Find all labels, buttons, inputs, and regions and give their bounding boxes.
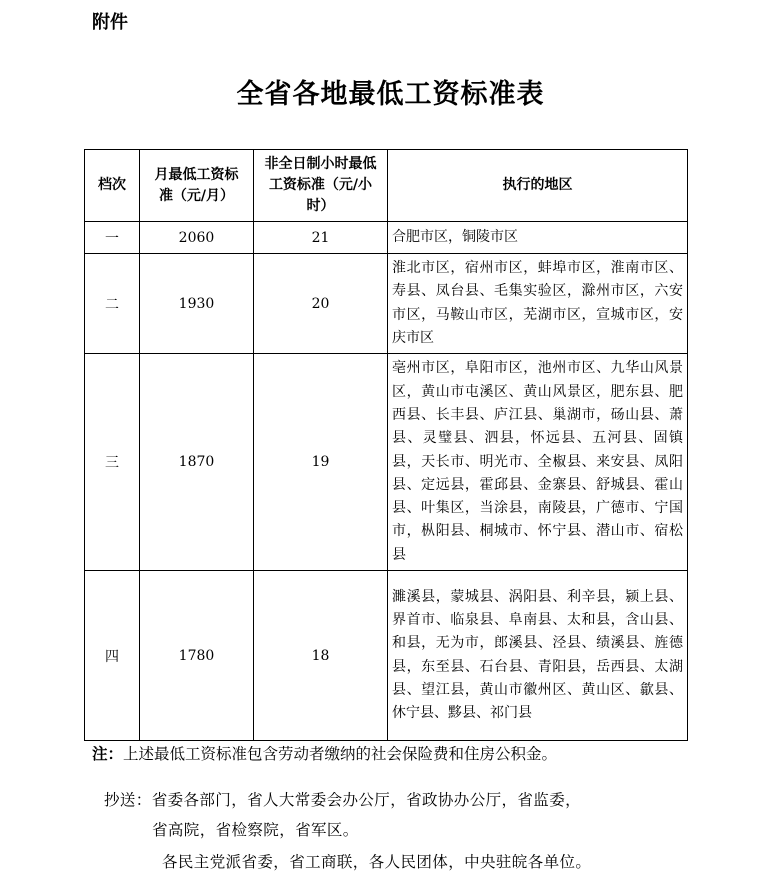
- header-hourly: 非全日制小时最低工资标准（元/小时）: [254, 150, 388, 222]
- row-hourly-wage: 20: [254, 254, 388, 354]
- row-hourly-wage: 21: [254, 222, 388, 254]
- row-hourly-wage: 19: [254, 354, 388, 571]
- attachment-label: 附件: [92, 12, 128, 33]
- footnote-label: 注：: [92, 745, 124, 763]
- row-monthly-wage: 1930: [140, 254, 254, 354]
- row-area: 合肥市区，铜陵市区: [388, 222, 688, 254]
- row-area: 亳州市区，阜阳市区，池州市区、九华山风景区，黄山市屯溪区、黄山风景区，肥东县、肥西县、长丰县、庐江县、巢湖市，砀山县、萧县、灵璧县、泗县，怀远县、五河县、固镇县，天长市、明光市、全椒县、来安县、凤阳县、定远县，霍邱县、金寨县、舒城县、霍山县、叶集区，当涂县，南陵县，广德市、宁国市，枞阳县、桐城市、怀宁县、潜山市、宿松县: [388, 354, 688, 571]
- cc-line-1: 抄送：省委各部门，省人大常委会办公厅，省政协办公厅，省监委，: [104, 791, 582, 809]
- table-row: [85, 222, 688, 254]
- row-hourly-wage: 18: [254, 571, 388, 741]
- footnote: [92, 742, 557, 764]
- row-monthly-wage: 1780: [140, 571, 254, 741]
- header-area: 执行的地区: [388, 150, 688, 222]
- table-header-row: [85, 150, 688, 222]
- row-level: 二: [85, 254, 140, 354]
- table-row: [85, 354, 688, 571]
- table-row: [85, 254, 688, 354]
- row-level: 一: [85, 222, 140, 254]
- row-monthly-wage: 2060: [140, 222, 254, 254]
- row-monthly-wage: 1870: [140, 354, 254, 571]
- row-area: 淮北市区，宿州市区，蚌埠市区，淮南市区、寿县、凤台县、毛集实验区，滁州市区，六安市区，马鞍山市区，芜湖市区，宣城市区，安庆市区: [388, 254, 688, 354]
- row-level: 三: [85, 354, 140, 571]
- minimum-wage-table: [84, 149, 688, 741]
- header-level: 档次: [85, 150, 140, 222]
- footnote-text: 上述最低工资标准包含劳动者缴纳的社会保险费和住房公积金。: [123, 745, 558, 763]
- cc-line-2: 省高院，省检察院，省军区。: [152, 821, 359, 839]
- row-area: 濉溪县，蒙城县、涡阳县、利辛县，颍上县、界首市、临泉县、阜南县、太和县，含山县、和县，无为市，郎溪县、泾县、绩溪县、旌德县，东至县、石台县、青阳县，岳西县、太湖县、望江县，黄山市徽州区、黄山区、歙县、休宁县、黟县、祁门县: [388, 571, 688, 741]
- row-level: 四: [85, 571, 140, 741]
- page-title: 全省各地最低工资标准表: [236, 79, 545, 110]
- table-row: [85, 571, 688, 741]
- header-monthly: 月最低工资标准（元/月）: [140, 150, 254, 222]
- cc-line-3: 各民主党派省委，省工商联，各人民团体，中央驻皖各单位。: [162, 853, 592, 871]
